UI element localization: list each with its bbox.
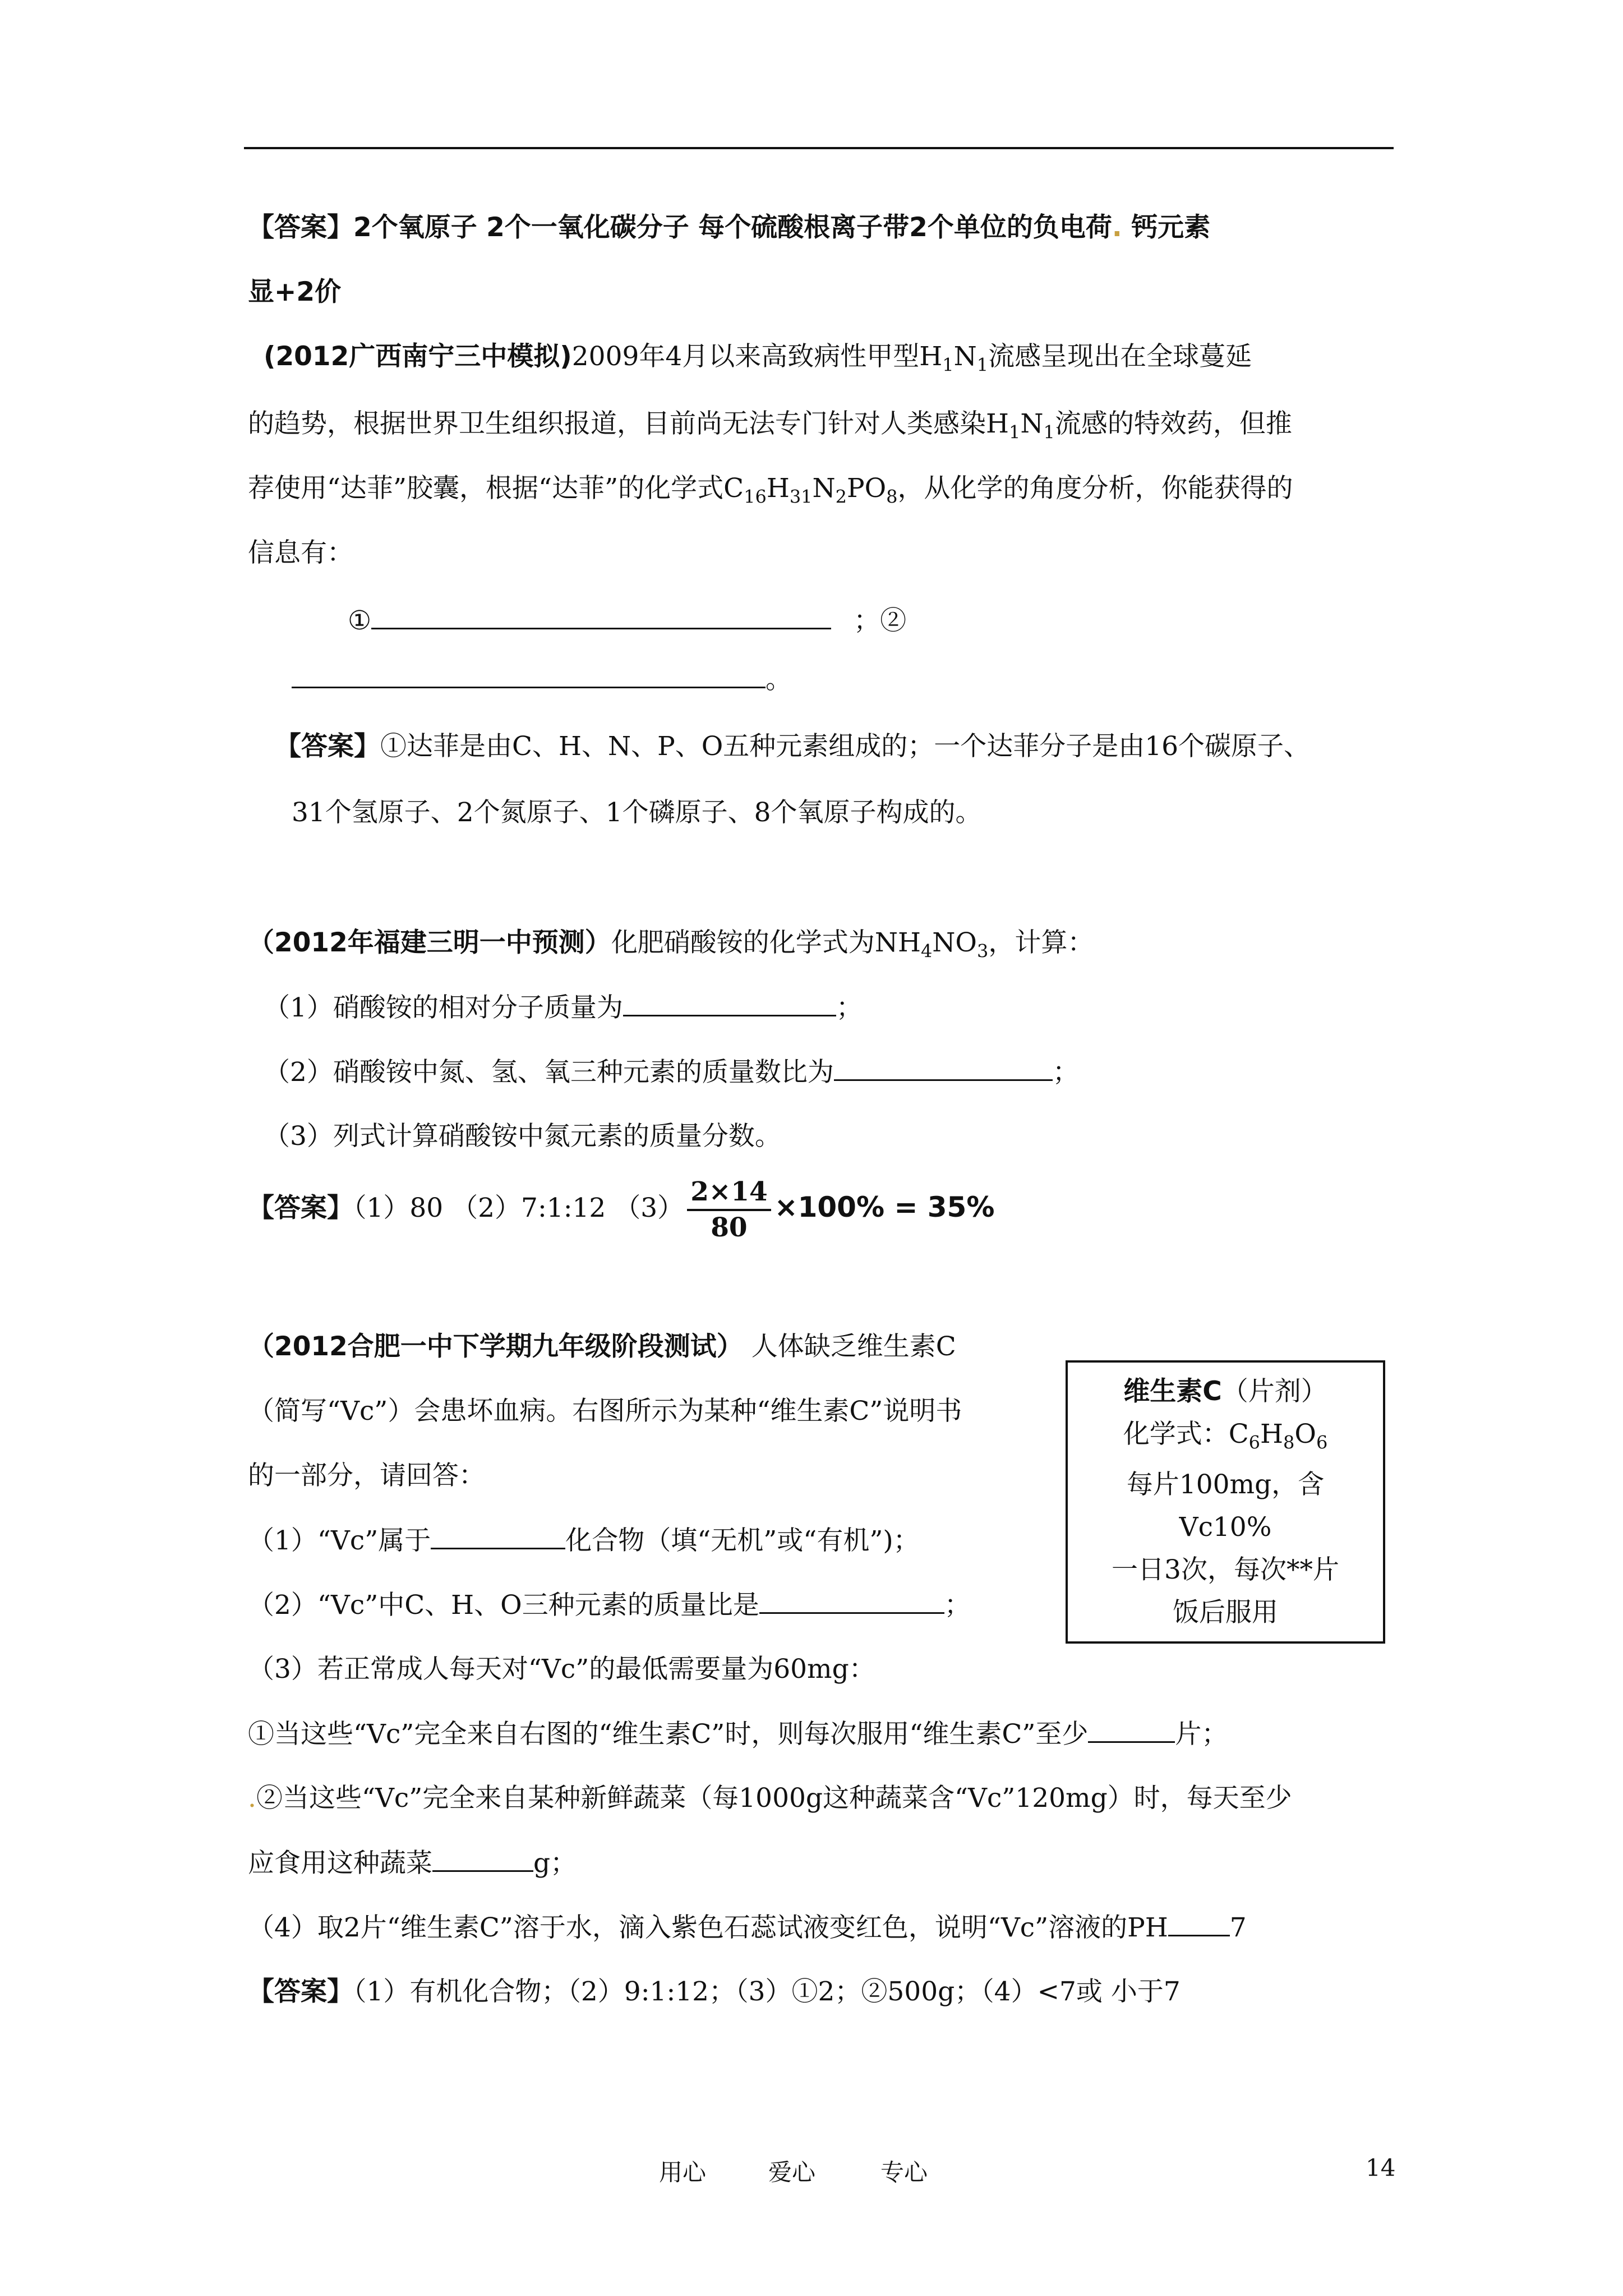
answer-text: （1）80 （2）7:1:12 （3） (353, 1193, 684, 1223)
question-source: （2012合肥一中下学期九年级阶段测试） (248, 1331, 743, 1362)
q2-line3 (248, 471, 1293, 514)
answer-text: 显+2价 (248, 277, 342, 307)
formula-sub: 31 (789, 486, 813, 508)
q2-n: N (1020, 408, 1044, 439)
answer-text: 31个氢原子、2个氮原子、1个磷原子、8个氧原子构成的。 (292, 797, 982, 828)
q1-answer-line2 (248, 275, 341, 310)
formula-part: NH (874, 927, 921, 958)
q2-sub: 1 (1009, 421, 1021, 443)
answer-blank[interactable] (1168, 1910, 1230, 1936)
footer-motto: 专心 (880, 2159, 928, 2186)
answer-text: ①达菲是由C、H、N、P、O五种元素组成的；一个达菲分子是由16个碳原子、 (380, 731, 1311, 762)
q2-answer-line2 (292, 795, 982, 830)
q2-answer-line1 (275, 729, 1310, 764)
question-source: （2012年福建三明一中预测） (248, 927, 611, 958)
q2-text: 2009年4月以来高致病性甲型 (571, 341, 920, 372)
q4-text: 片； (1175, 1719, 1228, 1750)
box-formula (1068, 1413, 1383, 1464)
answer-text: 2个氧原子 2个一氧化碳分子 每个硫酸根离子带2个单位的负电荷 (353, 212, 1112, 243)
q2-text: 的趋势，根据世界卫生组织报道，目前尚无法专门针对人类感染 (248, 408, 986, 439)
q2-blanks-line1 (348, 603, 906, 638)
q4-text: g； (533, 1848, 577, 1879)
formula-part: PO (847, 473, 887, 504)
answer-blank[interactable] (371, 603, 831, 629)
answer-blank[interactable] (759, 1588, 944, 1614)
q4-part3b-cont (248, 1846, 577, 1881)
box-title-text: 维生素C (1123, 1376, 1222, 1407)
box-title (1068, 1370, 1383, 1413)
period: 。 (766, 664, 792, 695)
q4-part3b (248, 1781, 1292, 1816)
q2-sub: 1 (942, 354, 954, 376)
answer-blank[interactable] (292, 662, 766, 688)
q3-text: ，计算： (988, 927, 1094, 958)
box-title-suffix: （片剂） (1221, 1376, 1327, 1407)
formula-part: H (766, 473, 790, 504)
box-formula-prefix: 化学式： (1123, 1419, 1229, 1450)
answer-blank[interactable] (1088, 1717, 1175, 1743)
q4-part3a (248, 1717, 1228, 1752)
formula-part: C (1228, 1419, 1249, 1450)
q2-line1 (264, 339, 1252, 382)
box-line: 一日3次，每次**片 (1112, 1554, 1339, 1586)
q2-h: H (919, 341, 943, 372)
q4-text: 人体缺乏维生素C (743, 1331, 956, 1362)
box-line: 每片100mg，含 (1126, 1469, 1325, 1501)
formula-part: N (812, 473, 836, 504)
q4-text: 应食用这种蔬菜 (248, 1848, 432, 1879)
formula-part: C (723, 473, 744, 504)
q3-text: （3）列式计算硝酸铵中氮元素的质量分数。 (264, 1121, 781, 1152)
box-line: Vc10% (1179, 1512, 1272, 1543)
q2-line2 (248, 407, 1292, 449)
answer-label: 【答案】 (248, 212, 353, 243)
q2-sub: 1 (976, 354, 989, 376)
formula-part: O (1294, 1419, 1316, 1450)
formula-sub: 6 (1316, 1432, 1328, 1453)
answer-text-end: 钙元素 (1122, 212, 1211, 243)
q4-text: ①当这些“Vc”完全来自右图的“维生素C”时，则每次服用“维生素C”至少 (248, 1719, 1089, 1750)
q4-text: 的一部分，请回答： (248, 1460, 485, 1491)
formula-part: H (1260, 1419, 1284, 1450)
footer-motto: 爱心 (768, 2159, 816, 2186)
q2-text: 信息有： (248, 537, 353, 568)
circled-one: ① (348, 605, 372, 636)
q4-part3 (248, 1652, 875, 1687)
q3-text: （1）硝酸铵的相对分子质量为 (264, 992, 623, 1023)
box-line: 饭后服用 (1173, 1597, 1278, 1628)
q4-text: ； (944, 1590, 971, 1621)
stray-dot: . (1112, 212, 1122, 243)
formula-sub: 4 (920, 940, 933, 962)
formula-part: NO (932, 927, 977, 958)
q3-text: ； (836, 992, 863, 1023)
q4-part2 (248, 1588, 971, 1623)
q3-part2 (264, 1055, 1079, 1090)
q2-sub: 1 (1043, 421, 1055, 443)
stray-dot: . (248, 1783, 256, 1814)
q4-text: （3）若正常成人每天对“Vc”的最低需要量为60mg： (248, 1654, 875, 1685)
q3-text: （2）硝酸铵中氮、氢、氧三种元素的质量数比为 (264, 1057, 834, 1088)
q3-answer (248, 1172, 994, 1245)
q3-part3 (264, 1119, 781, 1154)
q4-text: （简写“Vc”）会患坏血病。右图所示为某种“维生素C”说明书 (248, 1396, 962, 1427)
page-number: 14 (1366, 2154, 1396, 2182)
q2-text: 流感的特效药，但推 (1054, 408, 1292, 439)
q2-line4 (248, 536, 353, 570)
q4-text: 7 (1229, 1912, 1247, 1943)
answer-label: 【答案】 (248, 1976, 353, 2007)
q2-blanks-line2 (292, 662, 792, 697)
formula-sub: 3 (976, 940, 989, 962)
fraction-numerator: 2×14 (687, 1175, 771, 1211)
formula-sub: 16 (744, 486, 767, 508)
q4-text: （1）“Vc”属于 (248, 1525, 431, 1556)
answer-label: 【答案】 (275, 731, 380, 762)
answer-blank[interactable] (432, 1846, 533, 1872)
q2-text: ，从化学的角度分析，你能获得的 (897, 473, 1293, 504)
question-source: (2012广西南宁三中模拟) (264, 341, 572, 372)
answer-result: ×100% = 35% (774, 1191, 995, 1223)
q4-line3 (248, 1458, 485, 1493)
q2-text: 荐使用“达菲”胶囊，根据“达菲”的化学式 (248, 473, 724, 504)
q4-text: 化合物（填“无机”或“有机”)； (565, 1525, 920, 1556)
answer-blank[interactable] (431, 1523, 565, 1549)
formula-sub: 6 (1248, 1432, 1261, 1453)
fraction (687, 1175, 771, 1245)
answer-blank[interactable] (834, 1055, 1053, 1081)
formula-sub: 8 (886, 486, 898, 508)
q4-line1 (248, 1329, 956, 1364)
vitamin-c-label-box (1066, 1360, 1385, 1644)
q4-line2 (248, 1394, 962, 1429)
q4-text: ②当这些“Vc”完全来自某种新鲜蔬菜（每1000g这种蔬菜含“Vc”120mg）时，每天至少 (256, 1783, 1292, 1814)
q4-text: （2）“Vc”中C、H、O三种元素的质量比是 (248, 1590, 759, 1621)
answer-text: （1）有机化合物；（2）9:1:12；（3）①2；②500g；（4）<7或 小于7 (353, 1976, 1181, 2007)
formula-sub: 2 (835, 486, 847, 508)
answer-label: 【答案】 (248, 1193, 353, 1223)
answer-blank[interactable] (623, 990, 836, 1016)
q2-text: 流感呈现出在全球蔓延 (988, 341, 1252, 372)
q3-line1 (248, 926, 1094, 968)
header-rule (244, 147, 1394, 149)
q4-part4 (248, 1910, 1247, 1945)
q3-text: 化肥硝酸铵的化学式为 (611, 927, 875, 958)
q2-h: H (986, 408, 1009, 439)
q3-text: ； (1052, 1057, 1079, 1088)
q4-text: （4）取2片“维生素C”溶于水，滴入紫色石蕊试液变红色，说明“Vc”溶液的PH (248, 1912, 1168, 1943)
q4-answer (248, 1975, 1181, 2009)
q1-answer-line1 (248, 210, 1210, 245)
fraction-denominator: 80 (711, 1212, 748, 1243)
formula-sub: 8 (1283, 1432, 1295, 1453)
q4-part1 (248, 1523, 920, 1558)
q2-n: N (953, 341, 977, 372)
footer-motto: 用心 (659, 2159, 707, 2186)
separator: ；② (854, 605, 907, 636)
q3-part1 (264, 990, 863, 1025)
